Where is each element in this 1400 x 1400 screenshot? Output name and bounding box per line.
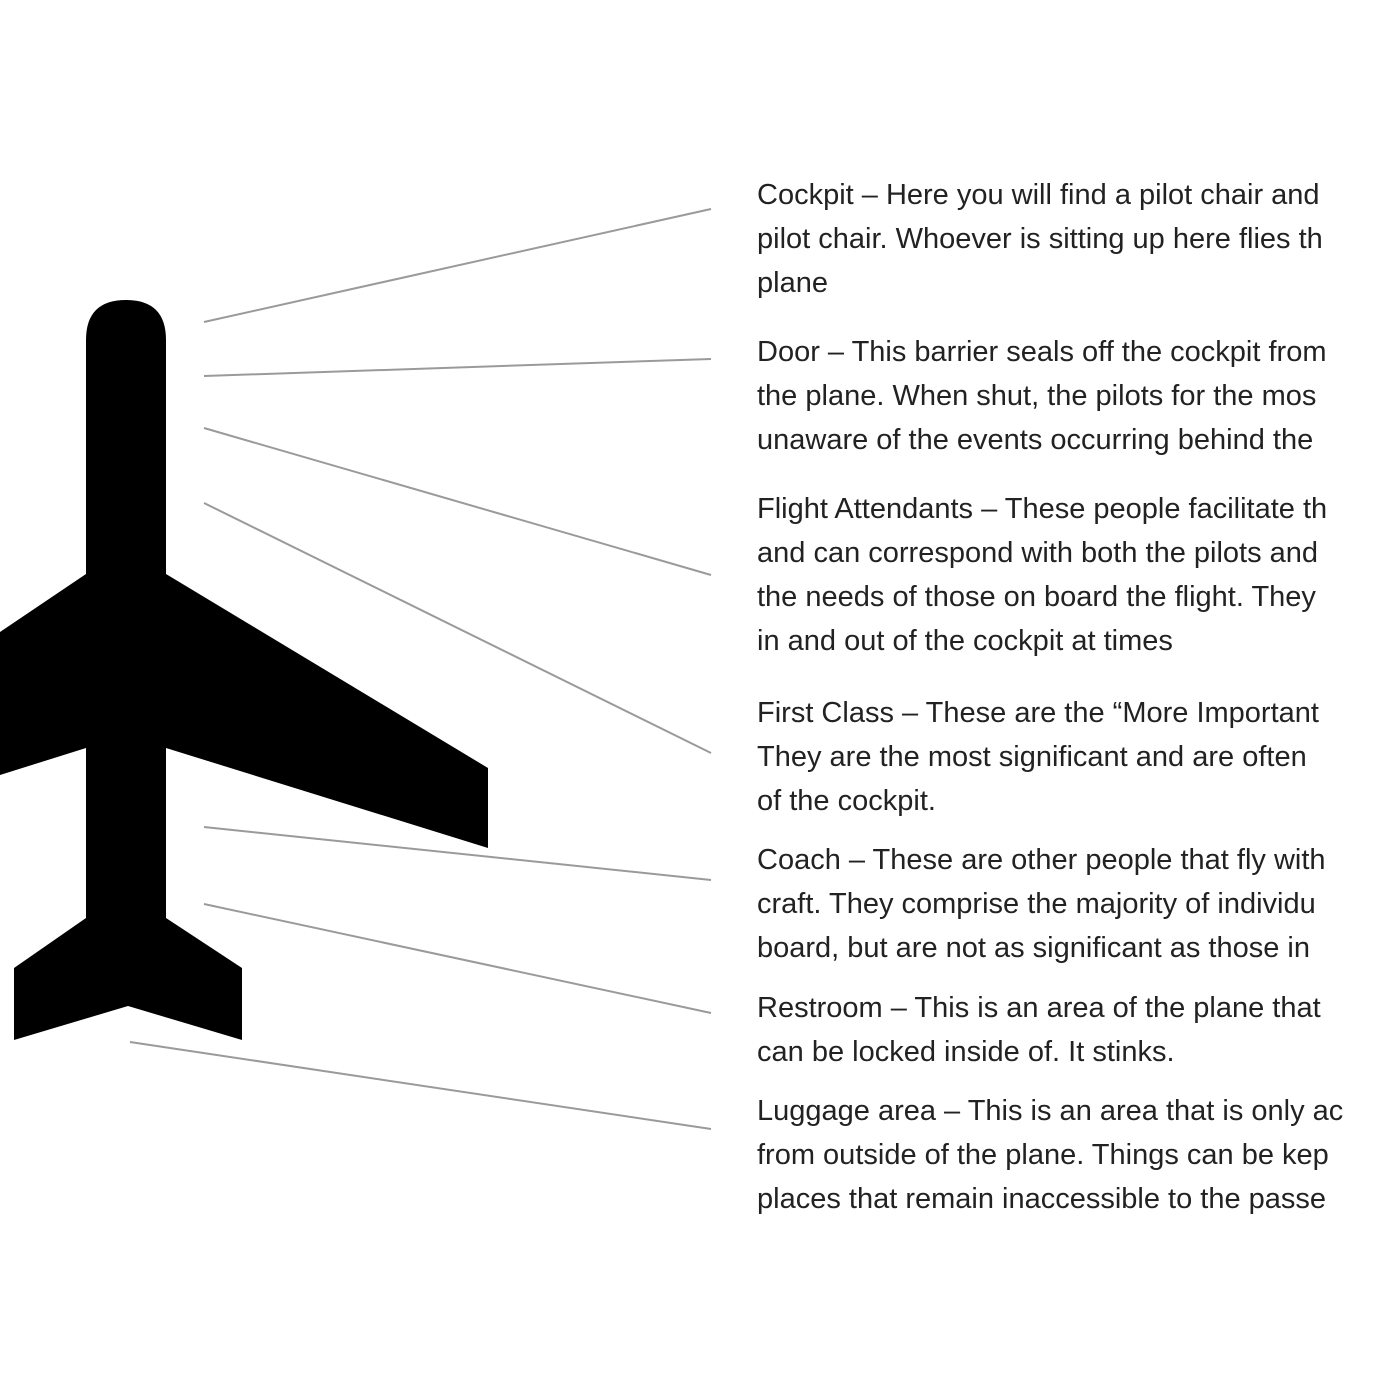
first-class-label (757, 691, 1400, 823)
leader-line-flight-attendants (204, 428, 711, 575)
first-class-label-line: First Class – These are the “More Important (757, 697, 1319, 729)
coach-label-line: craft. They comprise the majority of individu (757, 888, 1316, 920)
cockpit-label-line: plane (757, 267, 828, 299)
coach-label (757, 838, 1400, 970)
luggage-area-label-line: Luggage area – This is an area that is only ac (757, 1095, 1344, 1127)
leader-line-luggage-area (130, 1042, 711, 1129)
restroom-label (757, 986, 1400, 1074)
flight-attendants-label (757, 487, 1400, 663)
restroom-label-line: Restroom – This is an area of the plane that (757, 992, 1321, 1024)
flight-attendants-label-line: the needs of those on board the flight. They (757, 581, 1316, 613)
airplane-tail (14, 918, 242, 1040)
first-class-label-line: They are the most significant and are often (757, 741, 1307, 773)
door-label-line: Door – This barrier seals off the cockpit from (757, 336, 1327, 368)
first-class-label-line: of the cockpit. (757, 785, 936, 817)
airplane-icon (0, 300, 488, 1040)
door-label (757, 330, 1400, 462)
leader-line-cockpit (204, 209, 711, 322)
airplane-wing (0, 574, 488, 848)
door-label-line: unaware of the events occurring behind the (757, 424, 1314, 456)
leader-line-restroom (204, 904, 711, 1013)
cockpit-label-line: pilot chair. Whoever is sitting up here flies th (757, 223, 1323, 255)
luggage-area-label-line: places that remain inaccessible to the passe (757, 1183, 1327, 1215)
coach-label-line: board, but are not as significant as those in (757, 932, 1310, 964)
restroom-label-line: can be locked inside of. It stinks. (757, 1036, 1175, 1068)
luggage-area-label (757, 1089, 1400, 1221)
cockpit-label (757, 173, 1400, 305)
luggage-area-label-line: from outside of the plane. Things can be kep (757, 1139, 1329, 1171)
flight-attendants-label-line: in and out of the cockpit at times (757, 625, 1173, 657)
door-label-line: the plane. When shut, the pilots for the mos (757, 380, 1317, 412)
flight-attendants-label-line: and can correspond with both the pilots and (757, 537, 1319, 569)
leader-line-door (204, 359, 711, 376)
coach-label-line: Coach – These are other people that fly with (757, 844, 1326, 876)
cockpit-label-line: Cockpit – Here you will find a pilot chair and (757, 179, 1320, 211)
flight-attendants-label-line: Flight Attendants – These people facilitate th (757, 493, 1328, 525)
